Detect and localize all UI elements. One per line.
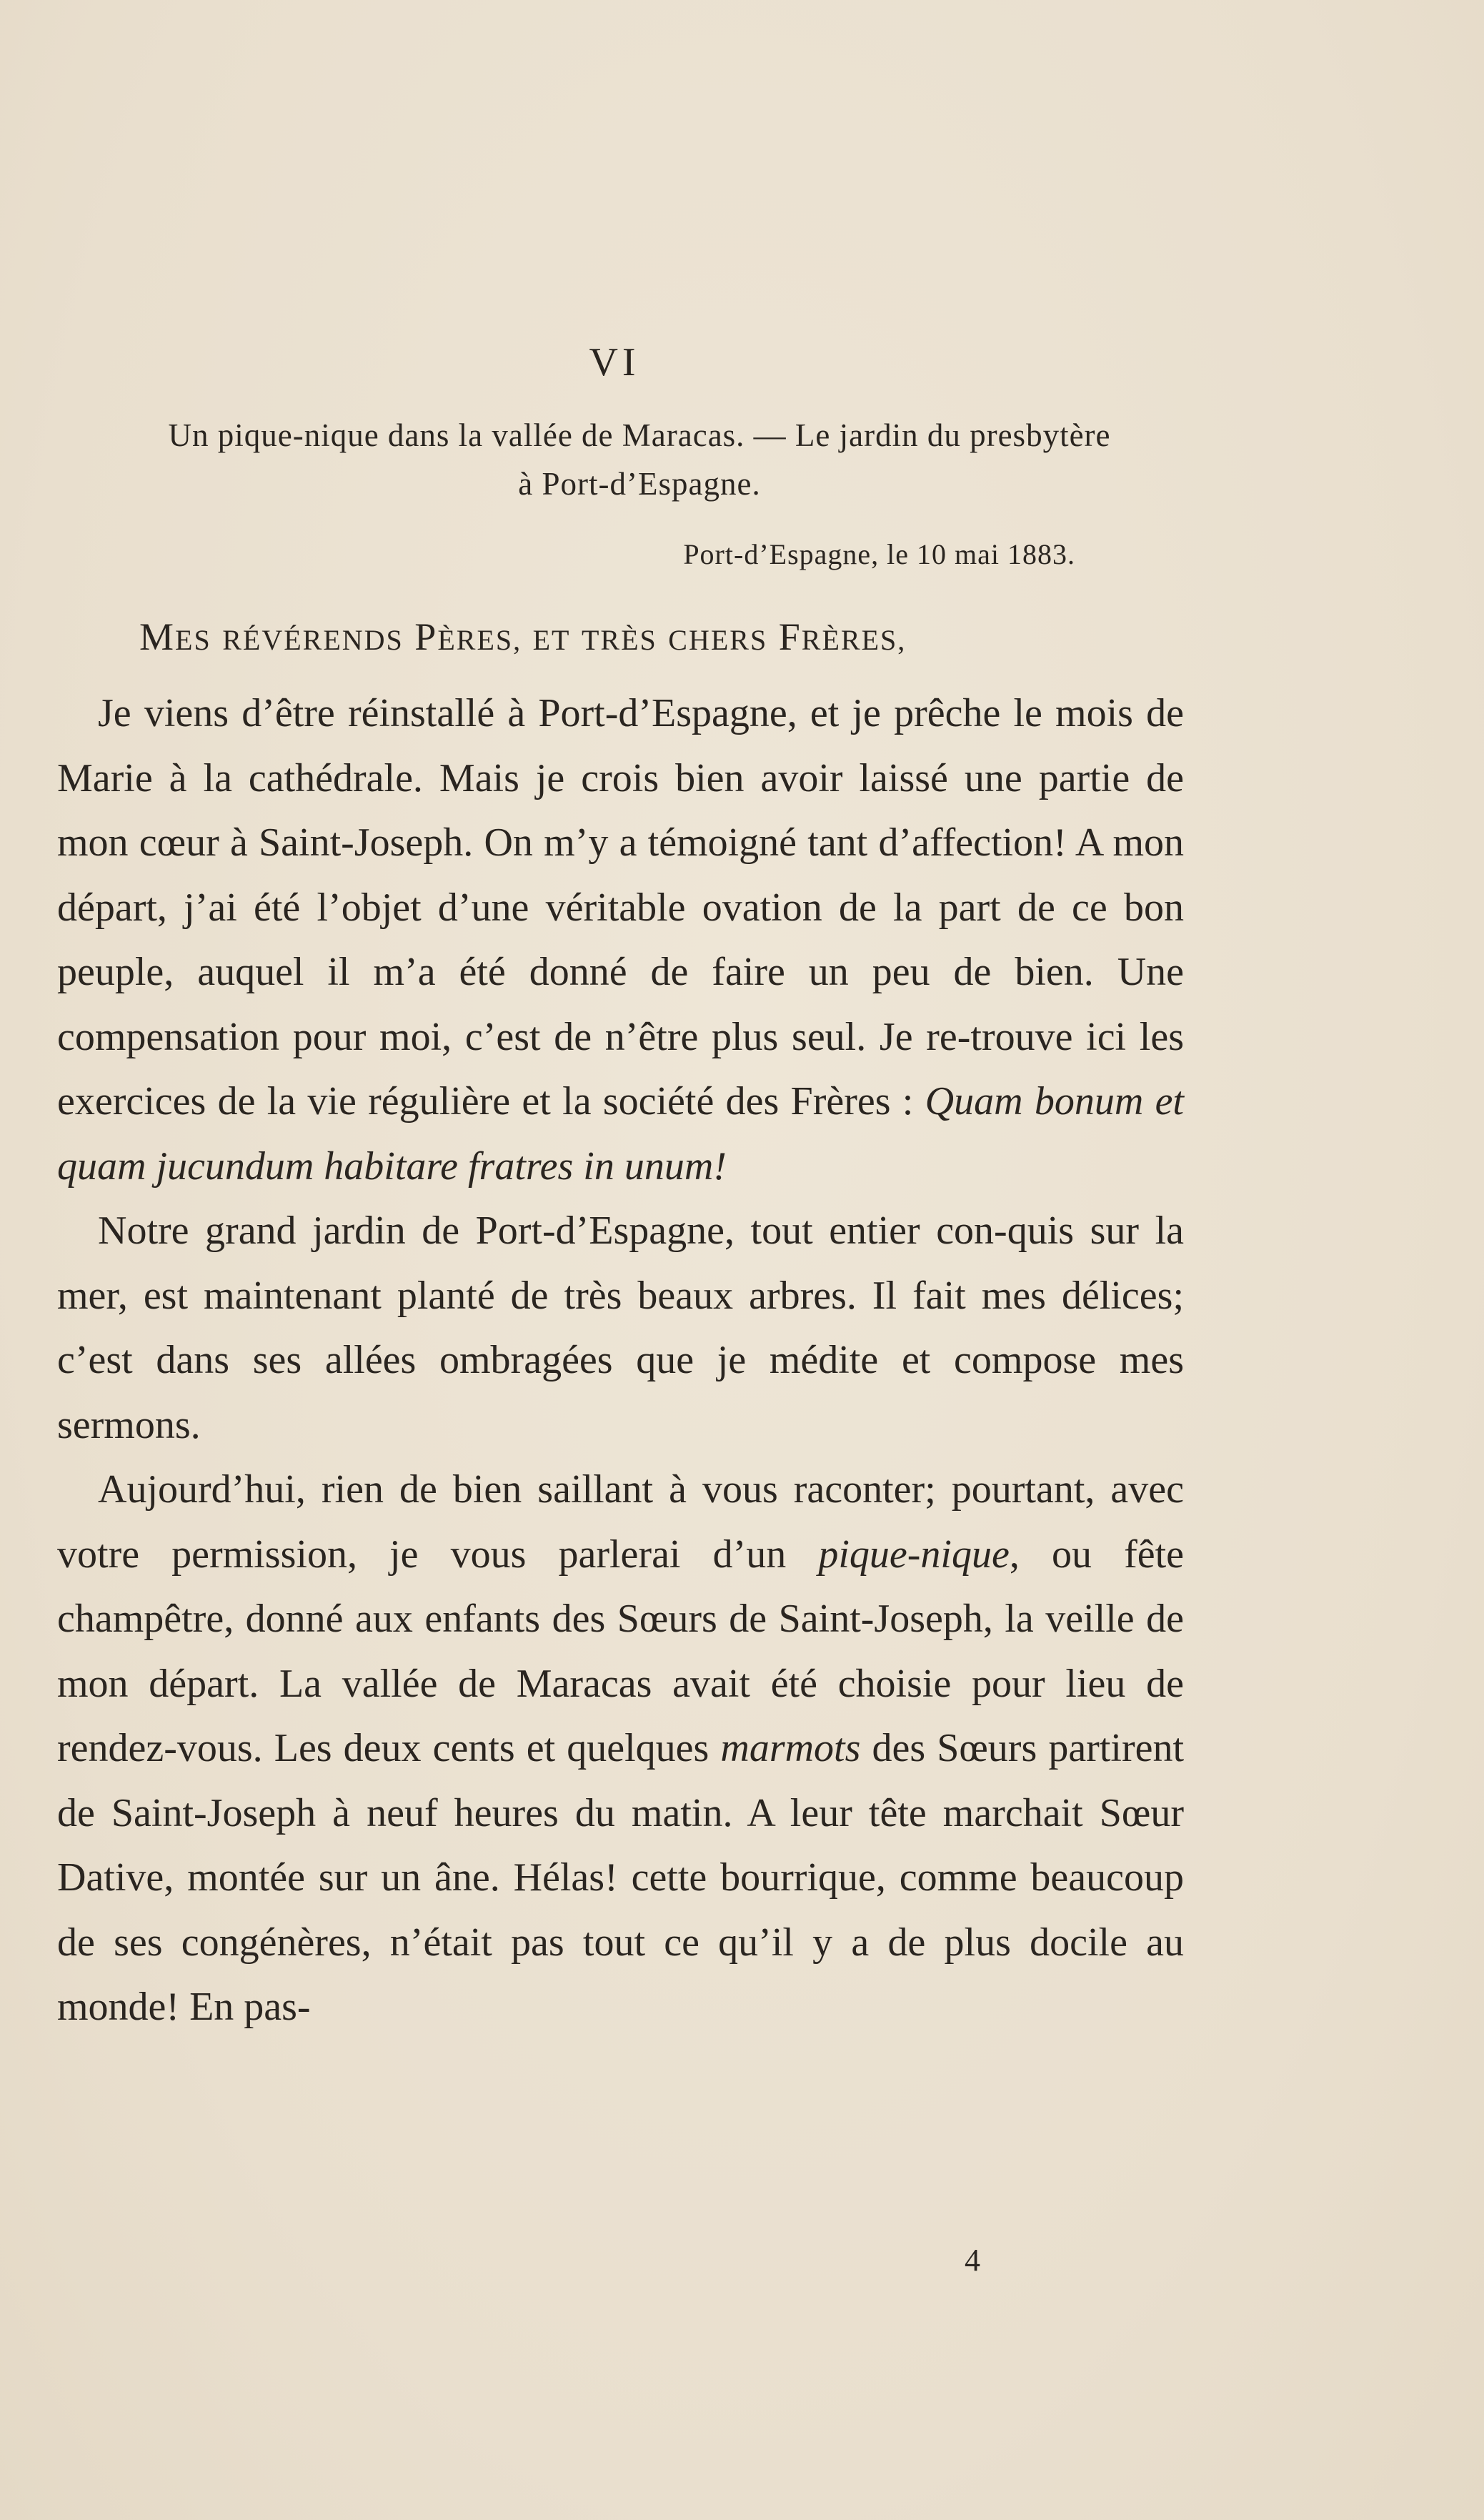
paragraph-1-text: Je viens d’être réinstallé à Port-d’Espagne, et je prêche le mois de Marie à la cathédrale. Mais je crois bien avoir laissé une partie de mon cœur à Saint-Joseph. On m’y a témoigné tant d’affection! A mon départ, j’ai été l’objet d’une véritable ovation de la part de ce bon peuple, auquel il m’a été donné de faire un peu de bien. Une compensation pour moi, c’est de n’être plus seul. Je re-trouve ici les exercices de la vie régulière et la société des Frères : (57, 691, 1184, 1123)
salutation-f: F (778, 615, 802, 658)
paragraph-3-italic-marmots: marmots (720, 1726, 861, 1770)
paragraph-2-text: Notre grand jardin de Port-d’Espagne, tout entier con-quis sur la mer, est maintenant planté de très beaux arbres. Il fait mes délices; c’est dans ses allées ombragées que je médite et compose mes sermons. (57, 1209, 1184, 1447)
paragraph-3-text-b: , ou fête champêtre, donné aux enfants des Sœurs de Saint-Joseph, la veille de mon départ. La vallée de Maracas avait été choisie pour lieu de rendez-vous. Les deux cents et quelques (57, 1532, 1184, 1770)
paragraph-1-latin-quote: Quam bonum et quam jucundum habitare fratres in unum! (57, 1079, 1184, 1189)
salutation-es: ES (175, 624, 211, 656)
salutation-eres: ÈRES, (437, 624, 522, 656)
paragraph-3-text-a: Aujourd’hui, rien de bien saillant à vous raconter; pourtant, avec votre permission, je vous parlerai d’un (57, 1467, 1184, 1577)
body-text (57, 681, 1184, 2040)
paragraph-3 (57, 1457, 1184, 2040)
paragraph-3-italic-pique-nique: pique-nique (818, 1532, 1010, 1577)
chapter-summary-line-2: à Port-d’Espagne. (518, 466, 761, 502)
chapter-summary-line-1: Un pique-nique dans la vallée de Maracas. — Le jardin du presbytère (168, 417, 1111, 453)
salutation-et: ET (532, 624, 571, 656)
salutation-m: M (139, 615, 176, 658)
salutation-reverends: RÉVÉRENDS (222, 624, 404, 656)
salutation-tres: TRÈS (582, 624, 657, 656)
salutation-chers: CHERS (668, 624, 768, 656)
salutation-reres: RÈRES, (801, 624, 907, 656)
salutation (139, 615, 906, 659)
chapter-number: VI (589, 340, 640, 385)
page-number: 4 (965, 2243, 980, 2278)
paragraph-1 (57, 681, 1184, 1199)
paragraph-3-text-c: des Sœurs partirent de Saint-Joseph à neuf heures du matin. A leur tête marchait Sœur Dative, montée sur un âne. Hélas! cette bourrique, comme beaucoup de ses congénères, n’était pas tout ce qu’il y a de plus docile au monde! En pas- (57, 1726, 1184, 2029)
salutation-p: P (414, 615, 438, 658)
paragraph-2 (57, 1199, 1184, 1457)
dateline: Port-d’Espagne, le 10 mai 1883. (683, 538, 1075, 570)
